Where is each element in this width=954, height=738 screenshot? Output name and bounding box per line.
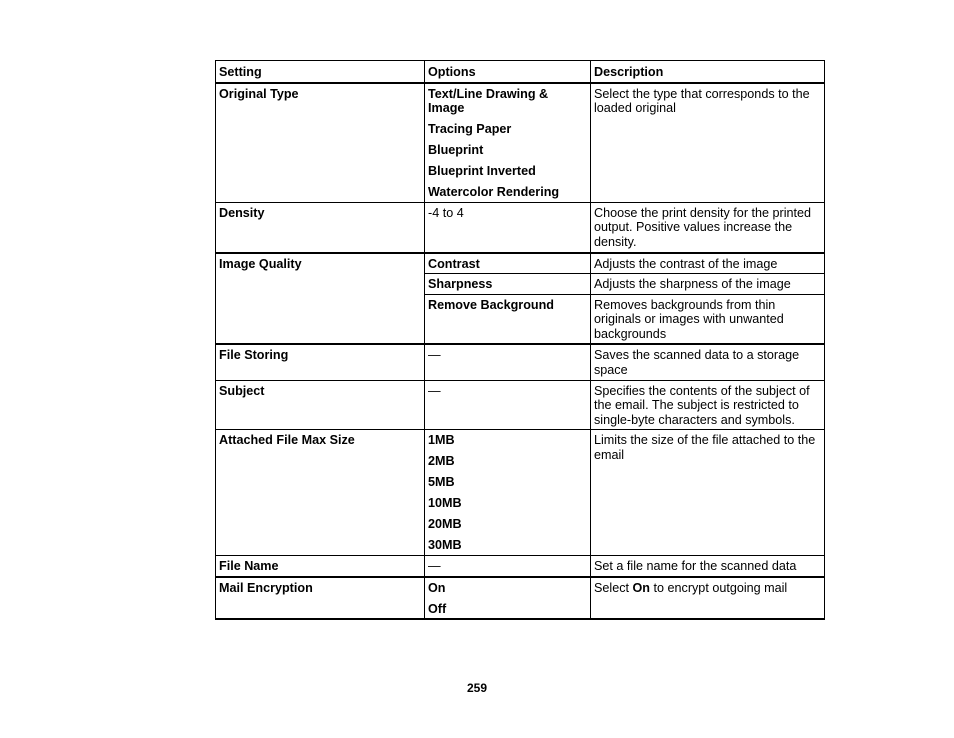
description-original-type: Select the type that corresponds to the loaded original [591, 83, 825, 203]
setting-attached-file-max-size: Attached File Max Size [216, 430, 425, 556]
options-density: -4 to 4 [425, 202, 591, 252]
table-row [216, 380, 825, 430]
description-text: to encrypt outgoing mail [650, 580, 788, 595]
option-remove-background: Remove Background [425, 294, 591, 344]
option-item: 5MB [428, 475, 455, 490]
table-row [216, 83, 825, 203]
option-item: On [428, 580, 446, 595]
option-sharpness: Sharpness [425, 274, 591, 295]
description-text: Select [594, 580, 633, 595]
table-row [216, 202, 825, 252]
option-item: 20MB [428, 517, 462, 532]
description-subject: Specifies the contents of the subject of the email. The subject is restricted to single-byte characters and symbols. [591, 380, 825, 430]
option-item: Text/Line Drawing & Image [428, 86, 549, 116]
option-item: Blueprint [428, 143, 484, 158]
header-setting: Setting [216, 61, 425, 83]
option-contrast: Contrast [425, 253, 591, 274]
description-attached-file-max-size: Limits the size of the file attached to the email [591, 430, 825, 556]
setting-subject: Subject [216, 380, 425, 430]
option-item: 2MB [428, 454, 455, 469]
setting-file-name: File Name [216, 555, 425, 576]
header-description: Description [591, 61, 825, 83]
table-row [216, 253, 825, 274]
page-number: 259 [466, 681, 488, 695]
setting-image-quality: Image Quality [216, 253, 425, 345]
option-item: 30MB [428, 538, 462, 553]
option-item: 1MB [428, 433, 455, 448]
table-row [216, 577, 825, 620]
table-row [216, 555, 825, 576]
option-item: Tracing Paper [428, 122, 512, 137]
option-item: 10MB [428, 496, 462, 511]
description-file-name: Set a file name for the scanned data [591, 555, 825, 576]
header-options: Options [425, 61, 591, 83]
options-file-storing: — [425, 344, 591, 380]
options-file-name: — [425, 555, 591, 576]
setting-file-storing: File Storing [216, 344, 425, 380]
description-sharpness: Adjusts the sharpness of the image [591, 274, 825, 295]
description-remove-background: Removes backgrounds from thin originals or images with unwanted backgrounds [591, 294, 825, 344]
setting-mail-encryption: Mail Encryption [216, 577, 425, 620]
description-contrast: Adjusts the contrast of the image [591, 253, 825, 274]
options-subject: — [425, 380, 591, 430]
options-attached-file-max-size [425, 430, 591, 556]
option-item: Watercolor Rendering [428, 185, 560, 200]
table-row [216, 430, 825, 556]
option-item: Blueprint Inverted [428, 164, 536, 179]
option-item: Off [428, 601, 447, 616]
description-mail-encryption [591, 577, 825, 620]
table-header-row [216, 61, 825, 83]
description-file-storing: Saves the scanned data to a storage space [591, 344, 825, 380]
options-mail-encryption [425, 577, 591, 620]
setting-density: Density [216, 202, 425, 252]
settings-table [215, 60, 825, 620]
table-row [216, 344, 825, 380]
description-emphasis: On [632, 580, 651, 595]
description-density: Choose the print density for the printed output. Positive values increase the density. [591, 202, 825, 252]
setting-original-type: Original Type [216, 83, 425, 203]
options-original-type [425, 83, 591, 203]
